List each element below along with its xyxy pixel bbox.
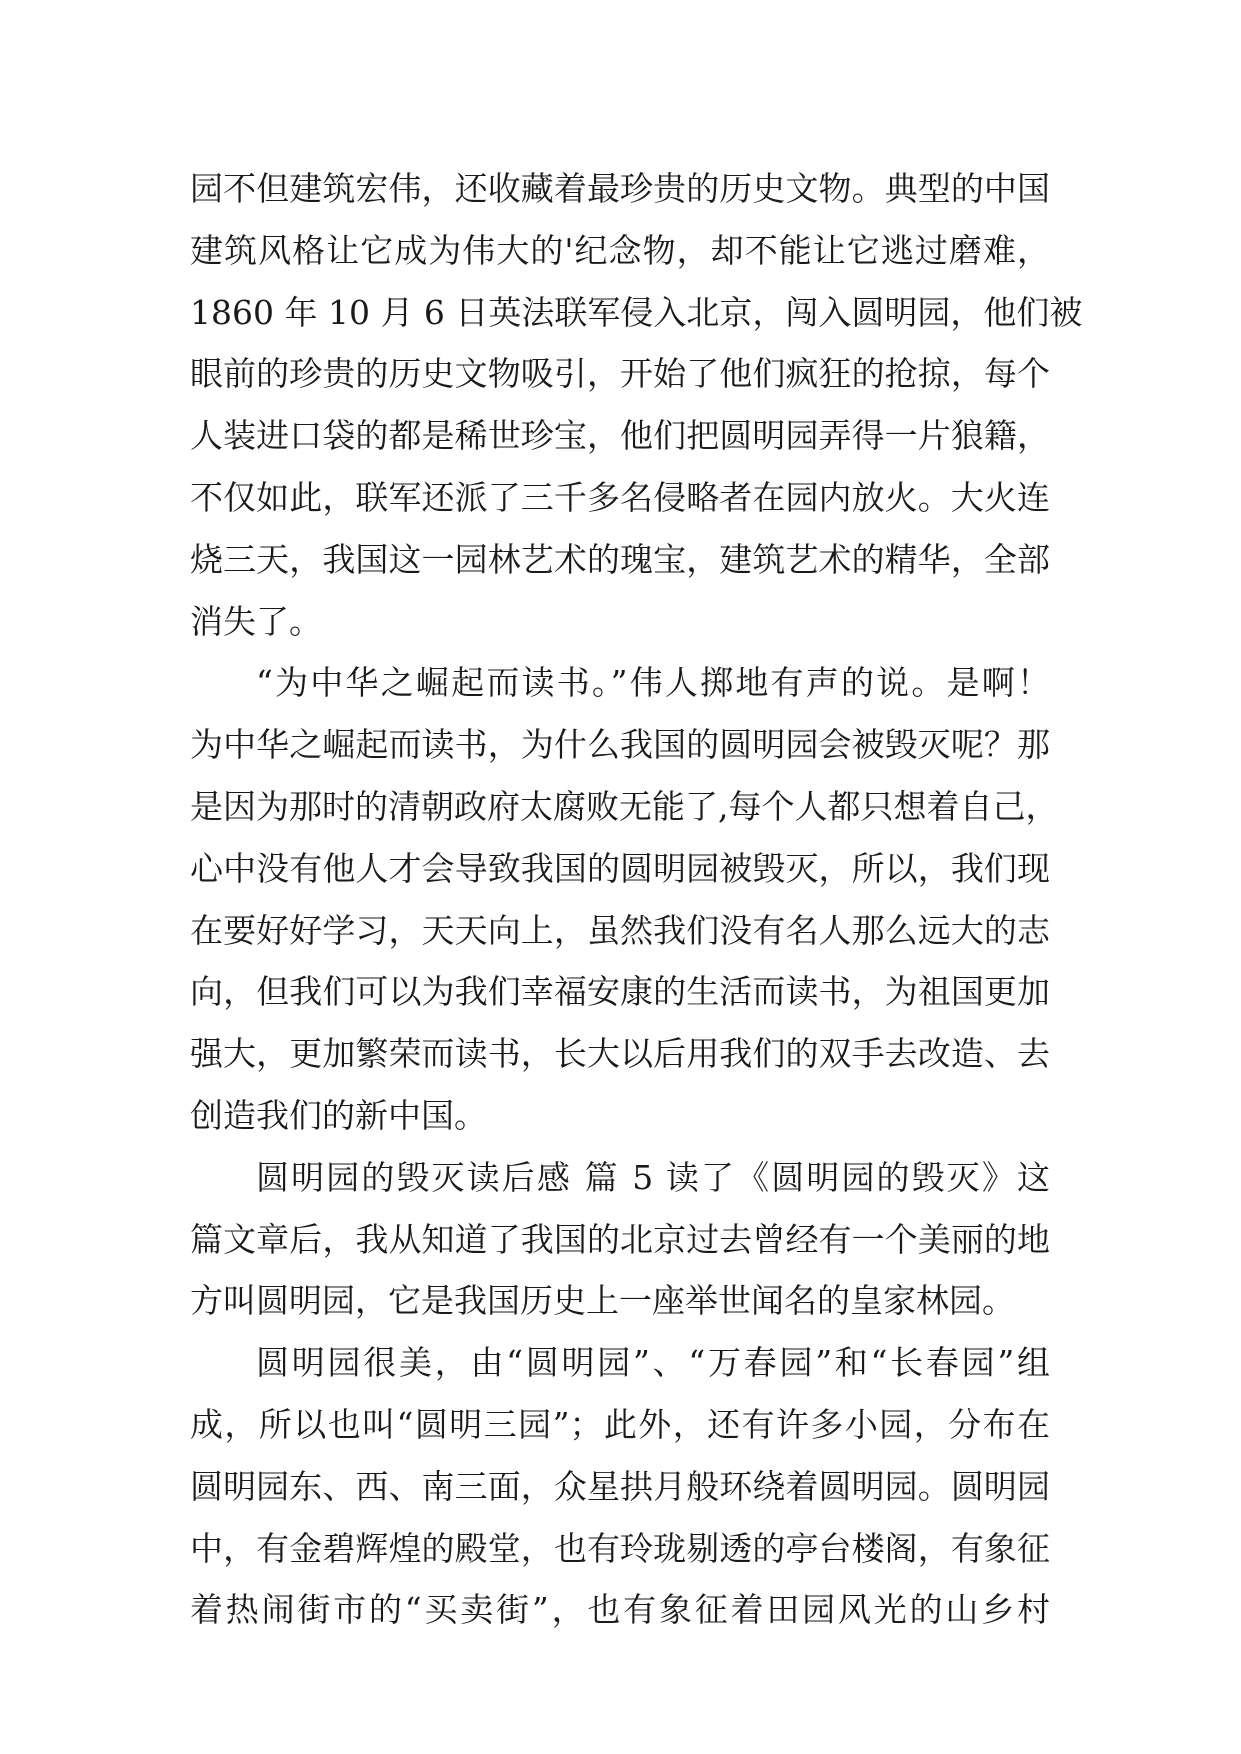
text-line: 消失了。 (190, 601, 322, 641)
text-line: 烧三天，我国这一园林艺术的瑰宝，建筑艺术的精华，全部 (190, 539, 1050, 579)
text-line: 圆明园很美，由“圆明园”、“万春园”和“长春园”组 (256, 1343, 1050, 1383)
text-line: 成，所以也叫“圆明三园”；此外，还有许多小园，分布在 (190, 1404, 1050, 1444)
text-line: 是因为那时的清朝政府太腐败无能了,每个人都只想着自己， (190, 786, 1059, 826)
text-line: 着热闹街市的“买卖街”，也有象征着田园风光的山乡村 (190, 1590, 1050, 1630)
text-line: 中，有金碧辉煌的殿堂，也有玲珑剔透的亭台楼阁，有象征 (190, 1528, 1050, 1568)
text-line: 眼前的珍贵的历史文物吸引，开始了他们疯狂的抢掠，每个 (190, 354, 1050, 394)
text-line: 人装进口袋的都是稀世珍宝，他们把圆明园弄得一片狼籍， (190, 416, 1050, 456)
text-line: 圆明园的毁灭读后感 篇 5 读了《圆明园的毁灭》这 (256, 1157, 1050, 1197)
text-line: 向，但我们可以为我们幸福安康的生活而读书，为祖国更加 (190, 972, 1050, 1012)
text-line: 篇文章后，我从知道了我国的北京过去曾经有一个美丽的地 (190, 1219, 1050, 1259)
text-line: 建筑风格让它成为伟大的'纪念物，却不能让它逃过磨难， (190, 230, 1050, 270)
text-line: 创造我们的新中国。 (190, 1095, 487, 1135)
text-line: 强大，更加繁荣而读书，长大以后用我们的双手去改造、去 (190, 1034, 1050, 1074)
text-line: 1860 年 10 月 6 日英法联军侵入北京，闯入圆明园，他们被 (190, 292, 1083, 332)
text-line: 不仅如此，联军还派了三千多名侵略者在园内放火。大火连 (190, 477, 1050, 517)
text-line: 圆明园东、西、南三面，众星拱月般环绕着圆明园。圆明园 (190, 1466, 1050, 1506)
text-line: 心中没有他人才会导致我国的圆明园被毁灭，所以，我们现 (190, 848, 1050, 888)
text-line: 为中华之崛起而读书，为什么我国的圆明园会被毁灭呢？那 (190, 725, 1050, 765)
body-text (190, 158, 1083, 1641)
text-line: 方叫圆明园，它是我国历史上一座举世闻名的皇家林园。 (190, 1281, 1015, 1321)
text-line: 在要好好学习，天天向上，虽然我们没有名人那么远大的志 (190, 910, 1050, 950)
text-line: “为中华之崛起而读书。”伟人掷地有声的说。是啊！ (256, 663, 1050, 703)
text-line: 园不但建筑宏伟，还收藏着最珍贵的历史文物。典型的中国 (190, 169, 1050, 208)
